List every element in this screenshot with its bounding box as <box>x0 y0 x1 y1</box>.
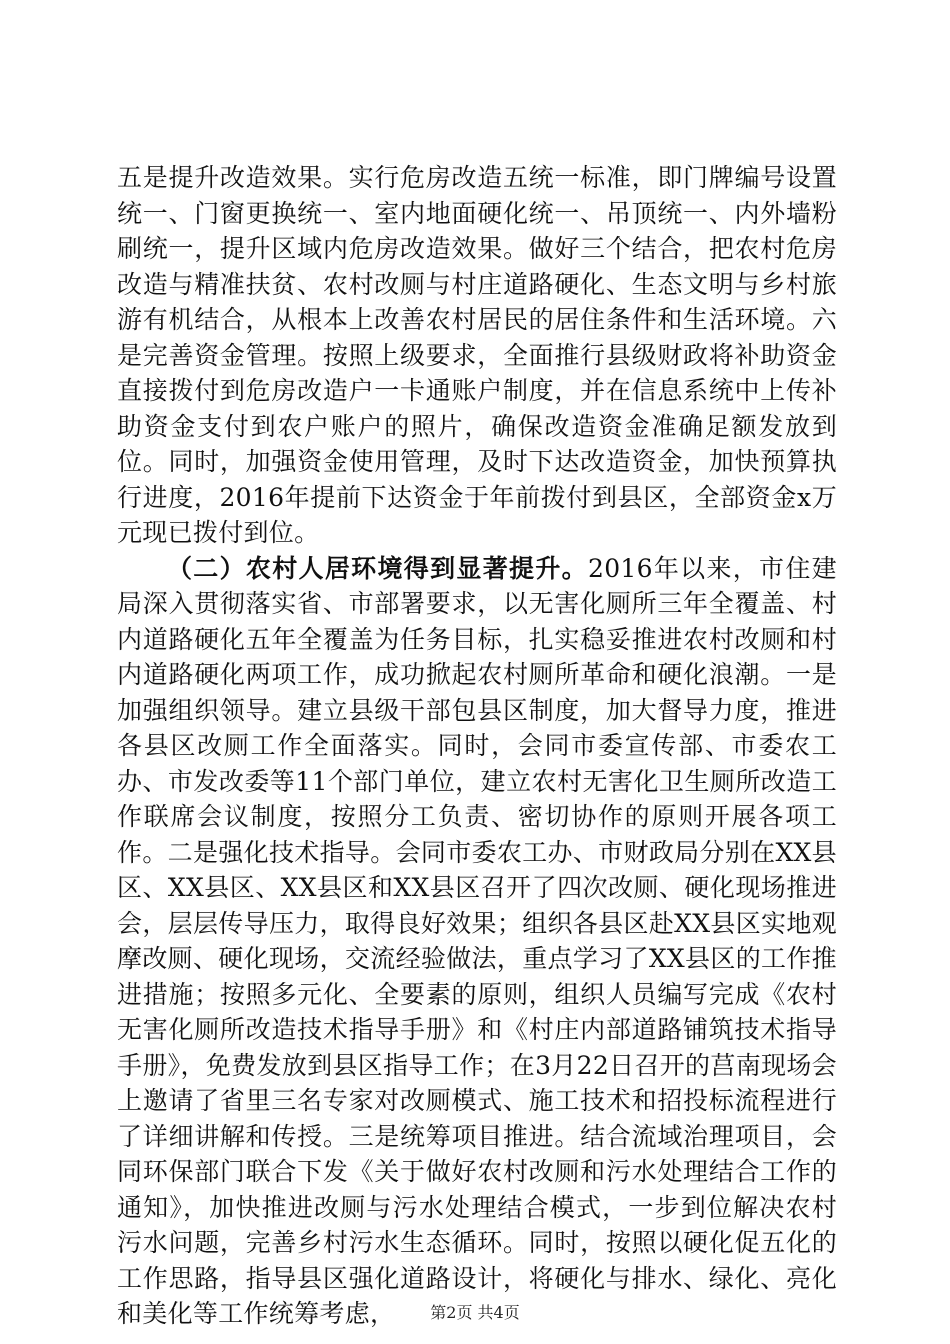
section-body: 2016年以来，市住建局深入贯彻落实省、市部署要求，以无害化厕所三年全覆盖、村内道路硬化五年全覆盖为任务目标，扎实稳妥推进农村改厕和村内道路硬化两项工作，成功掀起农村厕所革命和硬化浪潮。一是加强组织领导。建立县级干部包县区制度，加大督导力度，推进各县区改厕工作全面落实。同时，会同市委宣传部、市委农工办、市发改委等11个部门单位，建立农村无害化卫生厕所改造工作联席会议制度，按照分工负责、密切协作的原则开展各项工作。二是强化技术指导。会同市委农工办、市财政局分别在XX县区、XX县区、XX县区和XX县区召开了四次改厕、硬化现场推进会，层层传导压力，取得良好效果；组织各县区赴XX县区实地观摩改厕、硬化现场，交流经验做法，重点学习了XX县区的工作推进措施；按照多元化、全要素的原则，组织人员编写完成《农村无害化厕所改造技术指导手册》和《村庄内部道路铺筑技术指导手册》，免费发放到县区指导工作；在3月22日召开的莒南现场会上邀请了省里三名专家对改厕模式、施工技术和招投标流程进行了详细讲解和传授。三是统筹项目推进。结合流域治理项目，会同环保部门联合下发《关于做好农村改厕和污水处理结合工作的通知》，加快推进改厕与污水处理结合模式，一步到位解决农村污水问题，完善乡村污水生态循环。同时，按照以硬化促五化的工作思路，指导县区强化道路设计，将硬化与排水、绿化、亮化和美化等工作统筹考虑， <box>117 553 837 1328</box>
paragraph-living-environment <box>117 551 837 1332</box>
paragraph-housing-renovation: 五是提升改造效果。实行危房改造五统一标准，即门牌编号设置统一、门窗更换统一、室内地面硬化统一、吊顶统一、内外墙粉刷统一，提升区域内危房改造效果。做好三个结合，把农村危房改造与精准扶贫、农村改厕与村庄道路硬化、生态文明与乡村旅游有机结合，从根本上改善农村居民的居住条件和生活环境。六是完善资金管理。按照上级要求，全面推行县级财政将补助资金直接拨付到危房改造户一卡通账户制度，并在信息系统中上传补助资金支付到农户账户的照片，确保改造资金准确足额发放到位。同时，加强资金使用管理，及时下达改造资金，加快预算执行进度，2016年提前下达资金于年前拨付到县区，全部资金x万元现已拨付到位。 <box>117 163 837 547</box>
section-heading: （二）农村人居环境得到显著提升。 <box>167 553 588 583</box>
page-footer: 第2页 共4页 <box>430 1303 520 1322</box>
document-body <box>117 160 837 1332</box>
